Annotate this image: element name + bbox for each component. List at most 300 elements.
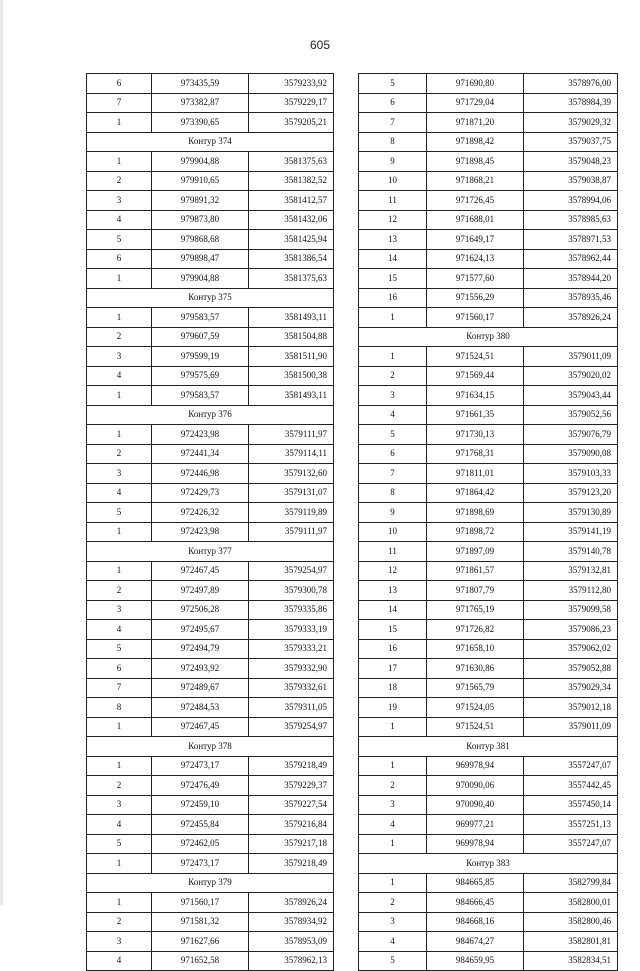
- table-row: [359, 132, 618, 152]
- x-coordinate: 972484,53: [152, 698, 249, 718]
- x-coordinate: 972473,17: [152, 756, 249, 776]
- y-coordinate: 3579227,54: [249, 795, 334, 815]
- y-coordinate: 3582799,84: [524, 873, 618, 893]
- y-coordinate: 3578962,13: [249, 951, 334, 971]
- x-coordinate: 984666,45: [427, 893, 524, 913]
- point-number: 19: [359, 698, 427, 718]
- x-coordinate: 984659,95: [427, 951, 524, 971]
- table-row: [87, 717, 334, 737]
- y-coordinate: 3579020,02: [524, 366, 618, 386]
- x-coordinate: 971560,17: [427, 308, 524, 328]
- y-coordinate: 3581504,88: [249, 327, 334, 347]
- table-row: [359, 269, 618, 289]
- table-row: [87, 815, 334, 835]
- point-number: 5: [87, 230, 152, 250]
- table-row: [359, 893, 618, 913]
- x-coordinate: 979607,59: [152, 327, 249, 347]
- y-coordinate: 3581493,11: [249, 386, 334, 406]
- point-number: 5: [359, 425, 427, 445]
- point-number: 1: [87, 113, 152, 133]
- y-coordinate: 3578985,63: [524, 210, 618, 230]
- table-row: [87, 74, 334, 94]
- point-number: 11: [359, 191, 427, 211]
- x-coordinate: 971864,42: [427, 483, 524, 503]
- point-number: 8: [359, 483, 427, 503]
- page-number: 605: [309, 38, 331, 52]
- x-coordinate: 971898,42: [427, 132, 524, 152]
- y-coordinate: 3579012,18: [524, 698, 618, 718]
- point-number: 5: [87, 503, 152, 523]
- point-number: 1: [87, 152, 152, 172]
- table-row: [87, 483, 334, 503]
- y-coordinate: 3579332,61: [249, 678, 334, 698]
- table-row: [359, 288, 618, 308]
- table-row: [87, 522, 334, 542]
- x-coordinate: 971868,21: [427, 171, 524, 191]
- x-coordinate: 979583,57: [152, 386, 249, 406]
- y-coordinate: 3557251,13: [524, 815, 618, 835]
- x-coordinate: 973382,87: [152, 93, 249, 113]
- x-coordinate: 972462,05: [152, 834, 249, 854]
- contour-header: Контур 381: [359, 737, 618, 757]
- x-coordinate: 971649,17: [427, 230, 524, 250]
- point-number: 3: [359, 795, 427, 815]
- x-coordinate: 970090,06: [427, 776, 524, 796]
- x-coordinate: 970090,40: [427, 795, 524, 815]
- x-coordinate: 972446,98: [152, 464, 249, 484]
- point-number: 4: [87, 210, 152, 230]
- table-row: [359, 171, 618, 191]
- y-coordinate: 3579052,88: [524, 659, 618, 679]
- x-coordinate: 971630,86: [427, 659, 524, 679]
- point-number: 14: [359, 600, 427, 620]
- point-number: 11: [359, 542, 427, 562]
- y-coordinate: 3557450,14: [524, 795, 618, 815]
- table-row: [87, 678, 334, 698]
- table-row: [87, 249, 334, 269]
- point-number: 4: [359, 405, 427, 425]
- x-coordinate: 972494,79: [152, 639, 249, 659]
- x-coordinate: 971565,79: [427, 678, 524, 698]
- table-row: [359, 464, 618, 484]
- contour-header: Контур 379: [87, 873, 334, 893]
- y-coordinate: 3579029,34: [524, 678, 618, 698]
- y-coordinate: 3579132,81: [524, 561, 618, 581]
- x-coordinate: 971661,35: [427, 405, 524, 425]
- x-coordinate: 972429,73: [152, 483, 249, 503]
- y-coordinate: 3582800,46: [524, 912, 618, 932]
- y-coordinate: 3579043,44: [524, 386, 618, 406]
- table-row: [87, 210, 334, 230]
- x-coordinate: 979583,57: [152, 308, 249, 328]
- table-row: [359, 425, 618, 445]
- point-number: 5: [87, 639, 152, 659]
- y-coordinate: 3579119,89: [249, 503, 334, 523]
- point-number: 2: [87, 171, 152, 191]
- x-coordinate: 971556,29: [427, 288, 524, 308]
- point-number: 6: [359, 444, 427, 464]
- table-row: [87, 600, 334, 620]
- point-number: 1: [87, 561, 152, 581]
- y-coordinate: 3581500,38: [249, 366, 334, 386]
- point-number: 18: [359, 678, 427, 698]
- x-coordinate: 971524,05: [427, 698, 524, 718]
- table-row: [359, 698, 618, 718]
- table-row: [87, 756, 334, 776]
- point-number: 3: [87, 464, 152, 484]
- x-coordinate: 971729,04: [427, 93, 524, 113]
- point-number: 1: [87, 522, 152, 542]
- point-number: 2: [87, 444, 152, 464]
- y-coordinate: 3578976,00: [524, 74, 618, 94]
- table-row: [359, 152, 618, 172]
- point-number: 13: [359, 581, 427, 601]
- y-coordinate: 3579131,07: [249, 483, 334, 503]
- x-coordinate: 972489,67: [152, 678, 249, 698]
- point-number: 9: [359, 152, 427, 172]
- y-coordinate: 3581511,90: [249, 347, 334, 367]
- y-coordinate: 3579112,80: [524, 581, 618, 601]
- y-coordinate: 3579332,90: [249, 659, 334, 679]
- contour-header-row: [359, 854, 618, 874]
- point-number: 2: [87, 327, 152, 347]
- table-row: [359, 405, 618, 425]
- y-coordinate: 3581493,11: [249, 308, 334, 328]
- point-number: 3: [87, 795, 152, 815]
- x-coordinate: 972495,67: [152, 620, 249, 640]
- y-coordinate: 3579300,78: [249, 581, 334, 601]
- point-number: 1: [87, 308, 152, 328]
- point-number: 1: [87, 756, 152, 776]
- point-number: 1: [87, 269, 152, 289]
- table-row: [87, 152, 334, 172]
- contour-header: Контур 376: [87, 405, 334, 425]
- table-row: [359, 249, 618, 269]
- y-coordinate: 3579335,86: [249, 600, 334, 620]
- point-number: 6: [87, 659, 152, 679]
- x-coordinate: 979904,88: [152, 269, 249, 289]
- contour-header: Контур 383: [359, 854, 618, 874]
- y-coordinate: 3582834,51: [524, 951, 618, 971]
- x-coordinate: 984665,85: [427, 873, 524, 893]
- table-row: [359, 191, 618, 211]
- point-number: 1: [87, 854, 152, 874]
- y-coordinate: 3578984,39: [524, 93, 618, 113]
- point-number: 1: [87, 893, 152, 913]
- y-coordinate: 3579090,08: [524, 444, 618, 464]
- point-number: 8: [87, 698, 152, 718]
- table-row: [359, 620, 618, 640]
- y-coordinate: 3579099,58: [524, 600, 618, 620]
- point-number: 12: [359, 210, 427, 230]
- y-coordinate: 3579140,78: [524, 542, 618, 562]
- point-number: 7: [359, 113, 427, 133]
- y-coordinate: 3579311,05: [249, 698, 334, 718]
- x-coordinate: 972473,17: [152, 854, 249, 874]
- x-coordinate: 972506,28: [152, 600, 249, 620]
- table-row: [359, 951, 618, 971]
- point-number: 2: [87, 776, 152, 796]
- x-coordinate: 979910,65: [152, 171, 249, 191]
- y-coordinate: 3579218,49: [249, 756, 334, 776]
- x-coordinate: 973390,65: [152, 113, 249, 133]
- point-number: 5: [87, 834, 152, 854]
- point-number: 7: [87, 93, 152, 113]
- point-number: 1: [359, 347, 427, 367]
- table-row: [359, 561, 618, 581]
- x-coordinate: 971690,80: [427, 74, 524, 94]
- table-row: [87, 230, 334, 250]
- contour-header-row: [87, 405, 334, 425]
- table-row: [87, 191, 334, 211]
- x-coordinate: 971726,45: [427, 191, 524, 211]
- x-coordinate: 971581,32: [152, 912, 249, 932]
- coordinates-table-left: [86, 73, 334, 971]
- y-coordinate: 3579218,49: [249, 854, 334, 874]
- table-row: [359, 347, 618, 367]
- x-coordinate: 971627,66: [152, 932, 249, 952]
- table-row: [87, 639, 334, 659]
- table-row: [359, 932, 618, 952]
- y-coordinate: 3578971,53: [524, 230, 618, 250]
- y-coordinate: 3578962,44: [524, 249, 618, 269]
- table-row: [87, 698, 334, 718]
- table-row: [359, 581, 618, 601]
- x-coordinate: 979575,69: [152, 366, 249, 386]
- y-coordinate: 3581425,94: [249, 230, 334, 250]
- table-row: [359, 503, 618, 523]
- x-coordinate: 972493,92: [152, 659, 249, 679]
- x-coordinate: 971577,60: [427, 269, 524, 289]
- table-row: [87, 171, 334, 191]
- table-row: [87, 581, 334, 601]
- table-row: [87, 366, 334, 386]
- table-row: [359, 366, 618, 386]
- x-coordinate: 979873,80: [152, 210, 249, 230]
- y-coordinate: 3579103,33: [524, 464, 618, 484]
- y-coordinate: 3579216,84: [249, 815, 334, 835]
- point-number: 3: [87, 600, 152, 620]
- y-coordinate: 3579029,32: [524, 113, 618, 133]
- point-number: 4: [87, 483, 152, 503]
- y-coordinate: 3581386,54: [249, 249, 334, 269]
- x-coordinate: 972459,10: [152, 795, 249, 815]
- x-coordinate: 972467,45: [152, 717, 249, 737]
- table-row: [359, 483, 618, 503]
- table-row: [87, 912, 334, 932]
- table-row: [359, 93, 618, 113]
- point-number: 1: [359, 308, 427, 328]
- point-number: 10: [359, 171, 427, 191]
- y-coordinate: 3579076,79: [524, 425, 618, 445]
- x-coordinate: 971524,51: [427, 717, 524, 737]
- table-row: [359, 659, 618, 679]
- x-coordinate: 971634,15: [427, 386, 524, 406]
- y-coordinate: 3579130,89: [524, 503, 618, 523]
- point-number: 4: [87, 620, 152, 640]
- point-number: 16: [359, 639, 427, 659]
- point-number: 6: [359, 93, 427, 113]
- y-coordinate: 3579011,09: [524, 347, 618, 367]
- y-coordinate: 3579011,09: [524, 717, 618, 737]
- y-coordinate: 3581412,57: [249, 191, 334, 211]
- point-number: 2: [359, 776, 427, 796]
- x-coordinate: 972455,84: [152, 815, 249, 835]
- table-row: [359, 639, 618, 659]
- point-number: 4: [87, 951, 152, 971]
- x-coordinate: 971726,82: [427, 620, 524, 640]
- table-row: [359, 308, 618, 328]
- point-number: 8: [359, 132, 427, 152]
- contour-header-row: [359, 737, 618, 757]
- table-row: [87, 308, 334, 328]
- table-row: [359, 522, 618, 542]
- point-number: 9: [359, 503, 427, 523]
- y-coordinate: 3579233,92: [249, 74, 334, 94]
- y-coordinate: 3579333,19: [249, 620, 334, 640]
- point-number: 4: [87, 815, 152, 835]
- y-coordinate: 3581375,63: [249, 152, 334, 172]
- table-row: [87, 503, 334, 523]
- y-coordinate: 3579132,60: [249, 464, 334, 484]
- point-number: 2: [87, 912, 152, 932]
- coordinates-table-right: [358, 73, 618, 971]
- x-coordinate: 979599,19: [152, 347, 249, 367]
- y-coordinate: 3578926,24: [524, 308, 618, 328]
- x-coordinate: 969978,94: [427, 756, 524, 776]
- scan-edge: [0, 0, 3, 905]
- contour-header: Контур 374: [87, 132, 334, 152]
- y-coordinate: 3579052,56: [524, 405, 618, 425]
- point-number: 17: [359, 659, 427, 679]
- x-coordinate: 973435,59: [152, 74, 249, 94]
- y-coordinate: 3579254,97: [249, 717, 334, 737]
- contour-header-row: [87, 873, 334, 893]
- point-number: 6: [87, 249, 152, 269]
- x-coordinate: 971898,45: [427, 152, 524, 172]
- x-coordinate: 971730,13: [427, 425, 524, 445]
- y-coordinate: 3581382,52: [249, 171, 334, 191]
- table-row: [359, 912, 618, 932]
- y-coordinate: 3578926,24: [249, 893, 334, 913]
- y-coordinate: 3557247,07: [524, 756, 618, 776]
- table-row: [87, 561, 334, 581]
- y-coordinate: 3579114,11: [249, 444, 334, 464]
- contour-header-row: [87, 737, 334, 757]
- x-coordinate: 972467,45: [152, 561, 249, 581]
- x-coordinate: 971560,17: [152, 893, 249, 913]
- contour-header: Контур 380: [359, 327, 618, 347]
- table-row: [87, 464, 334, 484]
- y-coordinate: 3579111,97: [249, 522, 334, 542]
- y-coordinate: 3578934,92: [249, 912, 334, 932]
- x-coordinate: 971897,09: [427, 542, 524, 562]
- y-coordinate: 3579048,23: [524, 152, 618, 172]
- point-number: 1: [87, 386, 152, 406]
- x-coordinate: 971861,57: [427, 561, 524, 581]
- table-row: [87, 620, 334, 640]
- point-number: 1: [87, 717, 152, 737]
- table-row: [87, 834, 334, 854]
- point-number: 5: [359, 74, 427, 94]
- x-coordinate: 971569,44: [427, 366, 524, 386]
- y-coordinate: 3581432,06: [249, 210, 334, 230]
- x-coordinate: 971807,79: [427, 581, 524, 601]
- table-row: [87, 776, 334, 796]
- point-number: 3: [87, 191, 152, 211]
- x-coordinate: 971898,72: [427, 522, 524, 542]
- table-row: [359, 815, 618, 835]
- x-coordinate: 971624,13: [427, 249, 524, 269]
- point-number: 16: [359, 288, 427, 308]
- y-coordinate: 3579141,19: [524, 522, 618, 542]
- point-number: 14: [359, 249, 427, 269]
- point-number: 15: [359, 620, 427, 640]
- y-coordinate: 3579254,97: [249, 561, 334, 581]
- table-row: [87, 425, 334, 445]
- x-coordinate: 969977,21: [427, 815, 524, 835]
- x-coordinate: 972426,32: [152, 503, 249, 523]
- contour-header-row: [87, 132, 334, 152]
- y-coordinate: 3579111,97: [249, 425, 334, 445]
- point-number: 1: [87, 425, 152, 445]
- x-coordinate: 972497,89: [152, 581, 249, 601]
- y-coordinate: 3579062,02: [524, 639, 618, 659]
- point-number: 10: [359, 522, 427, 542]
- y-coordinate: 3578953,09: [249, 932, 334, 952]
- point-number: 6: [87, 74, 152, 94]
- table-row: [359, 210, 618, 230]
- point-number: 1: [359, 756, 427, 776]
- point-number: 7: [87, 678, 152, 698]
- x-coordinate: 979898,47: [152, 249, 249, 269]
- table-row: [359, 717, 618, 737]
- y-coordinate: 3557442,45: [524, 776, 618, 796]
- table-row: [87, 347, 334, 367]
- x-coordinate: 979904,88: [152, 152, 249, 172]
- table-row: [359, 74, 618, 94]
- x-coordinate: 972441,34: [152, 444, 249, 464]
- x-coordinate: 971768,31: [427, 444, 524, 464]
- point-number: 2: [359, 893, 427, 913]
- x-coordinate: 971811,01: [427, 464, 524, 484]
- table-row: [87, 444, 334, 464]
- y-coordinate: 3582800,01: [524, 893, 618, 913]
- x-coordinate: 971871,20: [427, 113, 524, 133]
- table-row: [87, 327, 334, 347]
- point-number: 4: [359, 932, 427, 952]
- x-coordinate: 972423,98: [152, 522, 249, 542]
- point-number: 3: [87, 932, 152, 952]
- point-number: 1: [359, 873, 427, 893]
- y-coordinate: 3581375,63: [249, 269, 334, 289]
- y-coordinate: 3582801,81: [524, 932, 618, 952]
- x-coordinate: 972476,49: [152, 776, 249, 796]
- x-coordinate: 979891,32: [152, 191, 249, 211]
- table-row: [359, 444, 618, 464]
- table-row: [359, 678, 618, 698]
- y-coordinate: 3579038,87: [524, 171, 618, 191]
- y-coordinate: 3579229,37: [249, 776, 334, 796]
- point-number: 7: [359, 464, 427, 484]
- table-row: [87, 795, 334, 815]
- point-number: 4: [87, 366, 152, 386]
- x-coordinate: 971898,69: [427, 503, 524, 523]
- table-row: [87, 854, 334, 874]
- contour-header-row: [87, 288, 334, 308]
- point-number: 4: [359, 815, 427, 835]
- y-coordinate: 3579037,75: [524, 132, 618, 152]
